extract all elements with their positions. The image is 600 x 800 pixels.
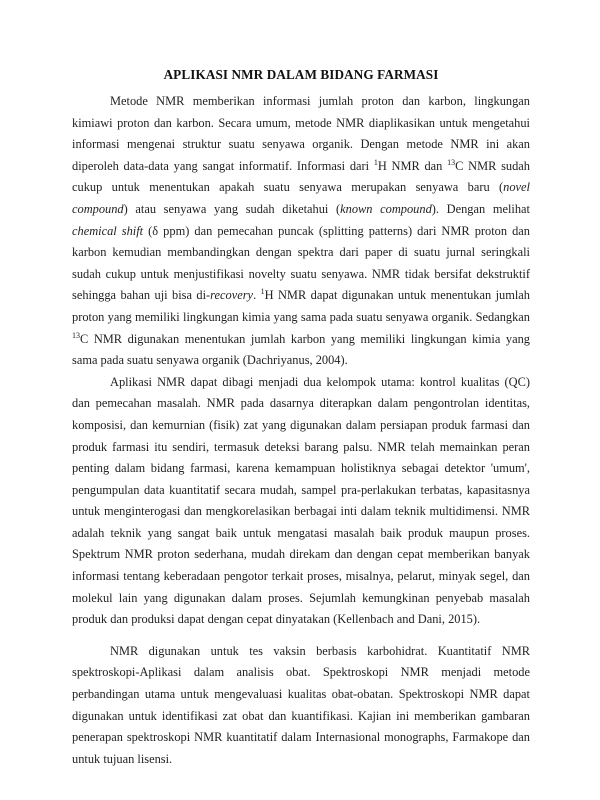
- paragraph-3: [72, 641, 530, 771]
- text-run: C NMR digunakan menentukan jumlah karbon yang memiliki lingkungan kimia yang sama pada suatu senyawa organik (Dachriyanus, 2004).: [72, 331, 530, 368]
- text-run: Metode NMR memberikan informasi jumlah proton dan karbon, lingkungan kimiawi proton dan karbon. Secara umum, metode NMR diaplikasikan untuk mengetahui informasi mengenai struktur suatu senyawa organik. Dengan metode NMR ini akan diperoleh data-data yang sangat informatif. Informasi dari: [72, 94, 530, 173]
- isotope-superscript: 13: [72, 330, 80, 340]
- isotope-superscript: 13: [447, 157, 456, 167]
- paragraph-1: [72, 91, 530, 372]
- italic-term: novel compound: [72, 180, 530, 216]
- document-body: [72, 91, 530, 770]
- document-title: APLIKASI NMR DALAM BIDANG FARMASI: [163, 67, 439, 82]
- text-run: C NMR sudah cukup untuk menentukan apakah suatu senyawa merupakan senyawa baru (: [72, 158, 530, 195]
- text-run: NMR digunakan untuk tes vaksin berbasis karbohidrat. Kuantitatif NMR spektroskopi-Aplikasi dalam analisis obat. Spektroskopi NMR menjadi metode perbandingan utama untuk mengevaluasi kualitas obat-obatan. Spektroskopi NMR dapat digunakan untuk identifikasi zat obat dan kuantifikasi. Kajian ini memberikan gambaran penerapan spektroskopi NMR kuantitatif dalam Internasional monographs, Farmakope dan untuk tujuan lisensi.: [72, 643, 530, 766]
- italic-term: known compound: [340, 201, 432, 216]
- text-run: H NMR dapat digunakan untuk menentukan jumlah proton yang memiliki lingkungan kimia yang sama pada suatu senyawa organik. Sedangkan: [72, 288, 530, 324]
- text-run: .: [253, 288, 261, 303]
- text-run: ) atau senyawa yang sudah diketahui (: [123, 201, 341, 216]
- isotope-superscript: 1: [260, 287, 265, 297]
- text-run: ). Dengan melihat: [431, 201, 530, 216]
- text-run: Aplikasi NMR dapat dibagi menjadi dua kelompok utama: kontrol kualitas (QC) dan pemecahan masalah. NMR pada dasarnya diterapkan dalam pengontrolan identitas, komposisi, dan kemurnian (fisik) zat yang digunakan dalam persiapan produk farmasi dan produk farmasi itu sendiri, termasuk deteksi barang palsu. NMR telah memainkan peran penting dalam bidang farmasi, karena kemampuan holistiknya sebagai detektor 'umum', pengumpulan data kuantitatif secara mudah, sampel pra-perlakukan terbatas, kapasitasnya untuk menginterogasi dan mengkorelasikan berbagai inti dalam teknik multidimensi. NMR adalah teknik yang sangat baik untuk mengatasi masalah baik produk maupun proses. Spektrum NMR proton sederhana, mudah direkam dan dengan cepat memberikan banyak informasi tentang keberadaan pengotor terkait proses, misalnya, pelarut, minyak segel, dan molekul lain yang digunakan dalam proses. Sejumlah kemungkinan penyebab masalah produk dan produksi dapat dengan cepat dinyatakan (Kellenbach and Dani, 2015).: [72, 374, 530, 627]
- italic-term: chemical shift: [72, 223, 144, 238]
- isotope-superscript: 1: [373, 157, 378, 167]
- text-run: H NMR dan: [377, 158, 448, 173]
- paragraph-2: [72, 372, 530, 631]
- document-page: [72, 66, 530, 770]
- italic-term: recovery: [210, 288, 254, 303]
- text-run: (δ ppm) dan pemecahan puncak (splitting patterns) dari NMR proton dan karbon kemudian membandingkan dengan spektra dari paper di suatu jurnal seringkali sudah cukup untuk menjustifikasi novelty suatu senyawa. NMR tidak bersifat dekstruktif sehingga bahan uji bisa di-: [72, 223, 530, 303]
